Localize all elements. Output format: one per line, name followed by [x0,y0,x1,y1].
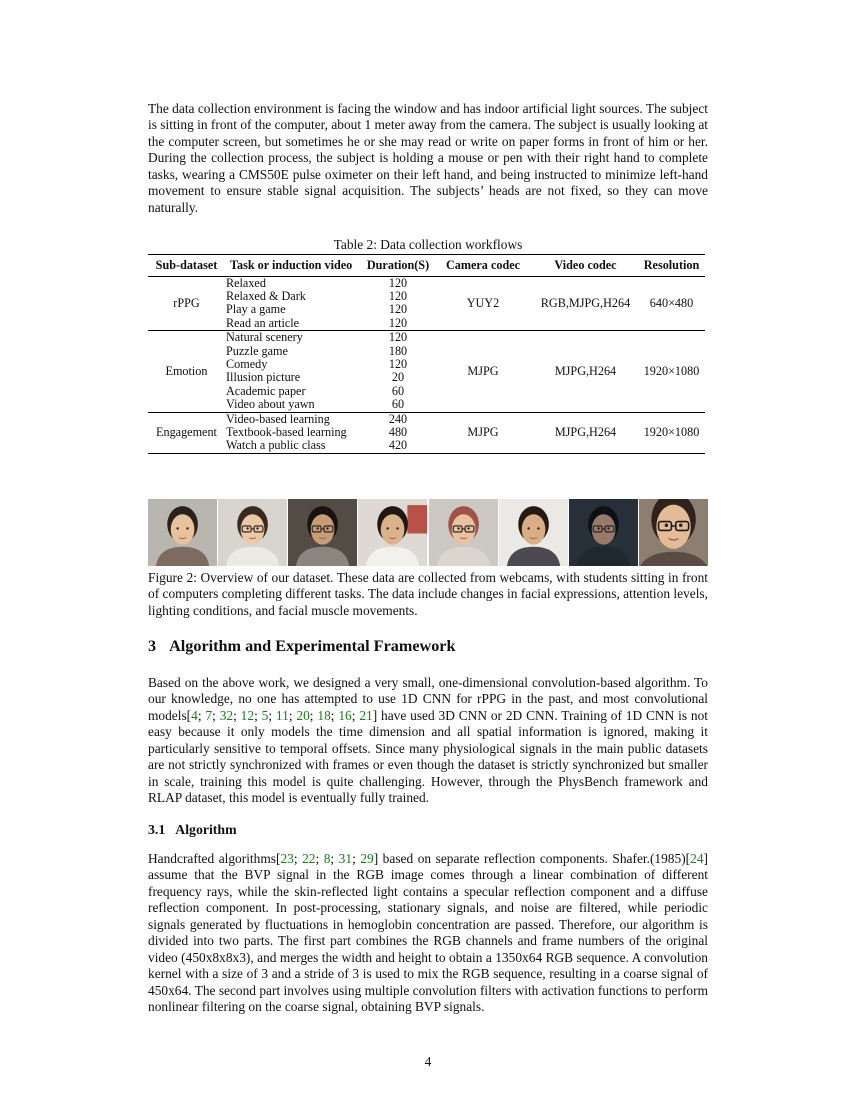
task-cell: Read an article [226,316,300,330]
citation-link[interactable]: 11 [275,707,289,723]
framework-paragraph [148,675,708,807]
duration-cell: 120 [388,303,408,317]
resolution-cell: 1920×1080 [638,412,705,453]
text-run: ; [315,851,324,866]
algorithm-paragraph [148,851,708,1016]
face-photo [639,499,708,566]
page-number: 4 [424,1054,432,1069]
task-cell: Video-based learning [225,412,363,426]
text-run: ; [330,851,339,866]
citation-link[interactable]: 29 [360,851,374,866]
citation-link[interactable]: 7 [205,707,213,723]
camera-codec-cell: YUY2 [466,295,500,310]
table-row [148,276,705,290]
duration-cell: 60 [391,384,405,398]
citation-link[interactable]: 8 [323,851,331,866]
subsection-title: Algorithm [175,822,237,837]
video-codec-cell: MJPG,H264 [533,331,638,412]
task-cell: Relaxed [226,276,266,290]
citation-link[interactable]: 12 [240,707,255,723]
text-run: ; [293,851,303,866]
workflow-table [148,254,705,454]
subsection-heading [148,822,708,838]
text-run: ; [254,707,262,723]
duration-cell: 120 [388,289,408,303]
col-header-video-codec: Video codec [533,255,638,277]
resolution-cell: 1920×1080 [638,331,705,412]
citation-link[interactable]: 4 [191,707,198,723]
duration-cell: 480 [388,425,408,439]
task-cell: Academic paper [226,384,306,398]
text-run: ] assume that the BVP signal in the RGB image comes through a linear combination of different frequency rays, while the skin-reflected light contains a specular reflection component and a diffuse reflection component. In post-processing, stationary signals, and noise are filtered, while periodic signals generated by fluctuations in hemoglobin concentration are passed. Therefore, our algorithm is divided into two parts. The first part combines the RGB channels and frame numbers of the original video (450x8x8x3), and merges the width and height to obtain a 1350x64 RGB sequence. A convolution kernel with a size of 3 and a stride of 3 is used to mix the RGB sequence, resulting in a coarse signal of 450x64. The second part involves using multiple convolution filters with activation functions to perform nonlinear filtering on the coarse signal, obtaining BVP signals. [148,851,708,1015]
text-run: ; [212,707,220,723]
duration-cell: 120 [388,316,408,330]
text-run: Handcrafted algorithms[ [148,851,281,866]
section-title: Algorithm and Experimental Framework [169,637,456,655]
face-photo [569,499,638,566]
subdataset-cell: Engagement [148,412,225,453]
resolution-cell: 640×480 [649,295,694,310]
table-caption: Table 2: Data collection workflows [333,237,523,252]
citation-link[interactable]: 24 [690,851,704,866]
text-run: ] have used 3D CNN or 2D CNN. Training of 1D CNN is not easy because it only models the time dimension and all spatial information is ignored, making it particularly sensitive to temporal offsets. Since many physiological signals in the main public datasets are not strictly synchronized with frames or even though the dataset is strictly synchronized but smaller in scale, training this model is quite challenging. However, through the PhysBench framework and RLAP dataset, this model is eventually fully trained. [148,707,709,806]
col-header-camera-codec: Camera codec [433,255,533,277]
duration-cell: 60 [391,398,405,412]
text-run: ; [197,707,206,723]
duration-cell: 120 [388,357,408,371]
task-cell: Natural scenery [225,331,363,345]
table-header-row [148,255,705,277]
citation-link[interactable]: 32 [219,707,234,723]
task-cell: Relaxed & Dark [226,289,306,303]
citation-link[interactable]: 22 [302,851,316,866]
text-run: ; [233,707,241,723]
face-photo [358,499,427,566]
table-row [148,331,705,345]
subdataset-cell: rPPG [173,295,200,310]
video-codec-cell: MJPG,H264 [533,412,638,453]
duration-cell: 20 [391,371,405,385]
text-run: ; [330,707,339,723]
task-cell: Watch a public class [226,439,326,453]
citation-link[interactable]: 31 [338,851,353,866]
citation-link[interactable]: 21 [359,707,373,723]
text-run: ; [288,707,297,723]
camera-codec-cell: MJPG [433,412,533,453]
citation-link[interactable]: 23 [280,851,294,866]
figure-caption: Figure 2: Overview of our dataset. These data are collected from webcams, with students sitting in front of computers completing different tasks. The data include changes in facial expressions, attention levels, lighting conditions, and facial muscle movements. [148,570,708,618]
text-run: Based on the above work, we designed a very small, one-dimensional convolution-based algorithm. To our knowledge, no one has attempted to use 1D CNN for rPPG in the past, and most convolutional models[ [148,675,708,723]
citation-link[interactable]: 16 [338,707,352,723]
col-header-resolution: Resolution [638,255,705,277]
figure-photo-strip [148,499,708,566]
text-run: ; [352,851,361,866]
workflow-table-wrap [148,254,708,454]
intro-paragraph: The data collection environment is facing the window and has indoor artificial light sources. The subject is sitting in front of the computer, about 1 meter away from the camera. The subject is usually looking at the computer screen, but sometimes he or she may read or write on paper forms in front of him or her. During the collection process, the subject is holding a mouse or pen with their right hand to complete tasks, wearing a CMS50E pulse oximeter on their left hand, and being instructed to minimize left-hand movement to ensure stable signal acquisition. The subjects’ heads are not fixed, so they can move naturally. [148,101,708,215]
subsection-number: 3.1 [148,822,166,837]
citation-link[interactable]: 5 [261,707,269,723]
col-header-task: Task or induction video [225,255,363,277]
citation-link[interactable]: 18 [317,707,331,723]
task-cell: Textbook-based learning [226,425,347,439]
face-photo [429,499,498,566]
duration-cell: 420 [388,439,408,453]
camera-codec-cell: MJPG [433,331,533,412]
section-heading [148,637,708,656]
duration-cell: 180 [388,344,408,358]
text-run: ; [309,707,318,723]
task-cell: Comedy [226,357,268,371]
subdataset-cell: Emotion [148,331,225,412]
text-run: ; [351,707,360,723]
duration-cell: 120 [388,276,408,290]
face-photo [148,499,217,566]
video-codec-cell: RGB,MJPG,H264 [540,295,631,310]
face-photo [288,499,357,566]
task-cell: Illusion picture [226,371,301,385]
col-header-duration: Duration(S) [363,255,433,277]
text-run: ] based on separate reflection components. Shafer.(1985)[ [373,851,691,866]
workflow-table-body [148,276,705,453]
face-photo [218,499,287,566]
task-cell: Video about yawn [226,398,315,412]
citation-link[interactable]: 20 [296,707,310,723]
table-row [148,412,705,426]
col-header-sub-dataset: Sub-dataset [148,255,225,277]
duration-cell: 240 [363,412,433,426]
task-cell: Play a game [226,303,286,317]
face-photo [499,499,568,566]
text-run: ; [268,707,276,723]
duration-cell: 120 [363,331,433,345]
task-cell: Puzzle game [226,344,288,358]
section-number: 3 [148,637,157,655]
